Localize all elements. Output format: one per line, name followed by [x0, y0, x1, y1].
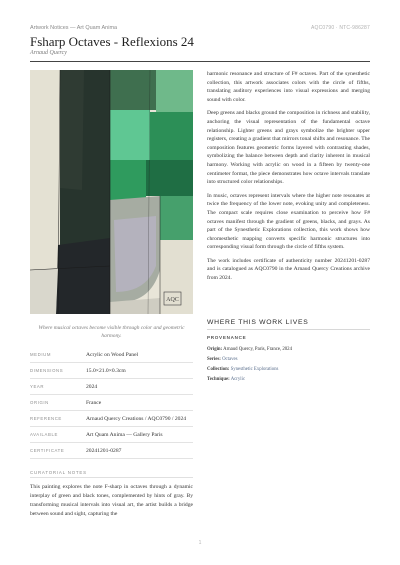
meta-row-available	[30, 427, 193, 443]
meta-row-certificate	[30, 443, 193, 459]
meta-label: REFERENCE	[30, 416, 62, 421]
provenance-label: Collection:	[207, 367, 230, 372]
header-divider	[30, 61, 370, 62]
body-paragraph: The work includes certificate of authenticity number 20241201-0287 and is catalogued as AQC0790 in the Arnaud Quercy Creations archive from 2024.	[207, 257, 370, 282]
meta-value: Acrylic on Wood Panel	[86, 352, 139, 358]
meta-label: CERTIFICATE	[30, 448, 65, 453]
body-paragraph: harmonic resonance and structure of F# octaves. Part of the synesthetic collection, this artwork associates colors with the circle of fifths, translating auditory experiences into visual expressions and merging sound with color.	[207, 71, 370, 103]
collection-link[interactable]: Synesthetic Explorations	[230, 367, 279, 372]
where-lives-divider	[207, 329, 370, 330]
meta-row-year	[30, 379, 193, 395]
meta-value: Art Quam Anima — Gallery Paris	[86, 432, 163, 438]
meta-row-dimensions	[30, 363, 193, 379]
meta-label: AVAILABLE	[30, 432, 58, 437]
meta-label: MEDIUM	[30, 352, 52, 357]
provenance-list	[207, 345, 370, 385]
curatorial-text: This painting explores the note F-sharp in octaves through a dynamic interplay of green and black tones, complemented by hints of gray. By transforming musical intervals into visual art, the artist builds a bridge between sound and sight, capturing the	[30, 484, 193, 517]
artwork-signature: AQC	[166, 297, 179, 303]
page-number: 1	[198, 540, 202, 546]
meta-label: YEAR	[30, 384, 45, 389]
provenance-item	[207, 375, 370, 385]
series-link[interactable]: Octaves	[222, 357, 238, 362]
breadcrumb[interactable]: Artwork Notices — Art Quam Anima	[30, 25, 118, 31]
artist-name: Arnaud Quercy	[30, 50, 67, 56]
meta-value: 2024	[86, 384, 98, 390]
curatorial-divider	[30, 477, 193, 478]
meta-row-origin	[30, 395, 193, 411]
meta-label: ORIGIN	[30, 400, 49, 405]
description-body	[207, 70, 370, 288]
curatorial-heading: CURATORIAL NOTES	[30, 470, 87, 475]
provenance-label: Technique:	[207, 377, 230, 382]
metadata-table	[30, 347, 193, 459]
meta-value: 20241201-0287	[86, 448, 122, 454]
artwork-image	[30, 70, 193, 314]
meta-row-medium	[30, 347, 193, 363]
meta-value: France	[86, 400, 102, 406]
body-paragraph: Deep greens and blacks ground the composition in richness and stability, anchoring the visual representation of the fundamental octave relationship. Lighter greens and grays symbolize the brighter upper registers, creating a gradient that mirrors tonal shifts and resonance. The composition features geometric forms layered with contrasting shades, symbolizing the balance between depth and clarity inherent in musical harmony. Working with acrylic on wood in a fifteen by twenty-one centimeter format, the piece demonstrates how octave intervals translate into structured color relationships.	[207, 110, 370, 186]
body-paragraph: In music, octaves represent intervals where the higher note resonates at twice the frequency of the lower note, evoking unity and completeness. The compact scale requires close examination to perceive how F# octaves manifest through the gradient of greens, blacks, and grays. As part of the Synesthetic Explorations collection, this work shows how chromesthetic mapping converts specific harmonic structures into corresponding visual form through the circle of fifths system.	[207, 192, 370, 251]
meta-label: DIMENSIONS	[30, 368, 64, 373]
provenance-value: Arnaud Quercy, Paris, France, 2024	[223, 347, 292, 352]
provenance-item	[207, 355, 370, 365]
artwork-caption: Where musical octaves become visible through color and geometric harmony.	[38, 325, 185, 339]
provenance-label: Series:	[207, 357, 221, 362]
provenance-label: Origin:	[207, 347, 223, 352]
provenance-item	[207, 345, 370, 355]
meta-row-reference	[30, 411, 193, 427]
reference-code: AQC0790 · NTC-986287	[310, 25, 370, 31]
provenance-item	[207, 365, 370, 375]
meta-value: 15.0×21.0×0.3cm	[86, 368, 126, 374]
where-lives-heading: WHERE THIS WORK LIVES	[207, 319, 309, 326]
provenance-heading: PROVENANCE	[207, 335, 247, 340]
meta-value: Arnaud Quercy Creations / AQC0790 / 2024	[86, 416, 187, 422]
page-title: Fsharp Octaves - Reflexions 24	[30, 34, 194, 49]
technique-link[interactable]: Acrylic	[230, 377, 246, 382]
